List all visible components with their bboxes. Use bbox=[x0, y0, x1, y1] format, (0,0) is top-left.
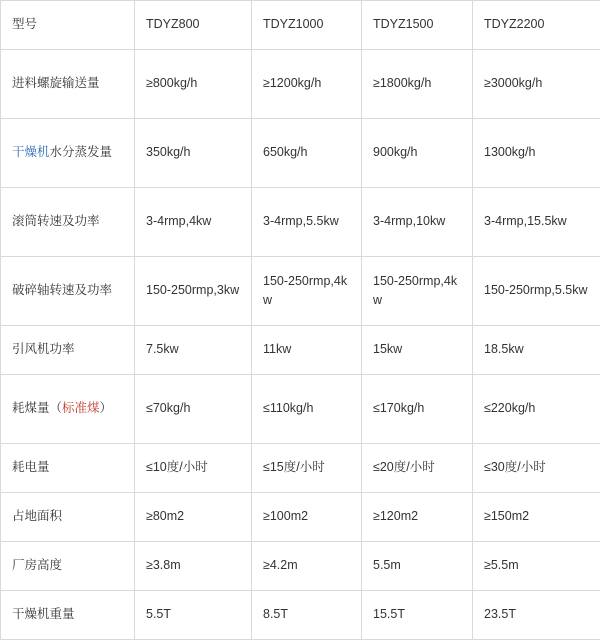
table-cell: 150-250rmp,4kw bbox=[252, 257, 362, 326]
table-row bbox=[1, 257, 600, 326]
row-label bbox=[1, 591, 135, 640]
row-label bbox=[1, 444, 135, 493]
table-cell: 5.5T bbox=[135, 591, 252, 640]
table-row-header bbox=[1, 1, 600, 50]
row-label bbox=[1, 119, 135, 188]
row-label-text: 滚筒转速及功率 bbox=[12, 214, 100, 228]
table-cell: ≥3.8m bbox=[135, 542, 252, 591]
row-label-text: 占地面积 bbox=[12, 509, 62, 523]
table-cell: 7.5kw bbox=[135, 326, 252, 375]
row-label-text: 厂房高度 bbox=[12, 558, 62, 572]
table-cell: 650kg/h bbox=[252, 119, 362, 188]
row-label bbox=[1, 375, 135, 444]
table-cell: ≤15度/小时 bbox=[252, 444, 362, 493]
table-cell: 5.5m bbox=[362, 542, 473, 591]
table-cell: ≤70kg/h bbox=[135, 375, 252, 444]
table-cell: ≥100m2 bbox=[252, 493, 362, 542]
table-cell: 3-4rmp,5.5kw bbox=[252, 188, 362, 257]
table-cell: 3-4rmp,10kw bbox=[362, 188, 473, 257]
table-cell: 1300kg/h bbox=[473, 119, 600, 188]
row-label-text: 进料螺旋输送量 bbox=[12, 76, 100, 90]
row-label-text: ） bbox=[100, 401, 113, 415]
column-header-tdyz1500: TDYZ1500 bbox=[362, 1, 473, 50]
table-row bbox=[1, 50, 600, 119]
table-row bbox=[1, 188, 600, 257]
table-cell: ≥4.2m bbox=[252, 542, 362, 591]
table-cell: ≥5.5m bbox=[473, 542, 600, 591]
table-row bbox=[1, 375, 600, 444]
table-row bbox=[1, 326, 600, 375]
table-cell: 18.5kw bbox=[473, 326, 600, 375]
table-row bbox=[1, 493, 600, 542]
table-body bbox=[1, 1, 600, 640]
table-cell: 150-250rmp,3kw bbox=[135, 257, 252, 326]
table-cell: 15kw bbox=[362, 326, 473, 375]
row-label bbox=[1, 542, 135, 591]
row-label-text: 水分蒸发量 bbox=[50, 145, 113, 159]
table-cell: 15.5T bbox=[362, 591, 473, 640]
table-cell: ≤20度/小时 bbox=[362, 444, 473, 493]
row-label bbox=[1, 257, 135, 326]
table-cell: 3-4rmp,4kw bbox=[135, 188, 252, 257]
row-label bbox=[1, 493, 135, 542]
table-row bbox=[1, 119, 600, 188]
column-header-tdyz800: TDYZ800 bbox=[135, 1, 252, 50]
table-cell: 11kw bbox=[252, 326, 362, 375]
table-cell: 8.5T bbox=[252, 591, 362, 640]
table-cell: ≥80m2 bbox=[135, 493, 252, 542]
column-header-tdyz1000: TDYZ1000 bbox=[252, 1, 362, 50]
table-cell: 23.5T bbox=[473, 591, 600, 640]
row-label bbox=[1, 326, 135, 375]
table-cell: ≥150m2 bbox=[473, 493, 600, 542]
column-header-tdyz2200: TDYZ2200 bbox=[473, 1, 600, 50]
table-cell: 350kg/h bbox=[135, 119, 252, 188]
table-cell: ≥1800kg/h bbox=[362, 50, 473, 119]
row-label-text: 耗电量 bbox=[12, 460, 50, 474]
table-cell: ≤220kg/h bbox=[473, 375, 600, 444]
table-row bbox=[1, 444, 600, 493]
table-cell: ≥1200kg/h bbox=[252, 50, 362, 119]
column-header-model: 型号 bbox=[1, 1, 135, 50]
table-cell: ≤10度/小时 bbox=[135, 444, 252, 493]
row-label-text: 耗煤量（ bbox=[12, 401, 62, 415]
table-cell: ≥800kg/h bbox=[135, 50, 252, 119]
table-cell: ≥3000kg/h bbox=[473, 50, 600, 119]
row-label-text: 引风机功率 bbox=[12, 342, 75, 356]
dryer-link[interactable]: 干燥机 bbox=[12, 145, 50, 159]
row-label bbox=[1, 188, 135, 257]
table-cell: ≤170kg/h bbox=[362, 375, 473, 444]
table-cell: ≤110kg/h bbox=[252, 375, 362, 444]
table-row bbox=[1, 591, 600, 640]
row-label-text: 破碎轴转速及功率 bbox=[12, 283, 112, 297]
table-cell: 3-4rmp,15.5kw bbox=[473, 188, 600, 257]
row-label bbox=[1, 50, 135, 119]
row-label-text: 干燥机重量 bbox=[12, 607, 75, 621]
standard-coal-link[interactable]: 标准煤 bbox=[62, 401, 100, 415]
table-row bbox=[1, 542, 600, 591]
table-cell: ≥120m2 bbox=[362, 493, 473, 542]
table-cell: 150-250rmp,4kw bbox=[362, 257, 473, 326]
table-cell: 150-250rmp,5.5kw bbox=[473, 257, 600, 326]
table-cell: ≤30度/小时 bbox=[473, 444, 600, 493]
table-cell: 900kg/h bbox=[362, 119, 473, 188]
